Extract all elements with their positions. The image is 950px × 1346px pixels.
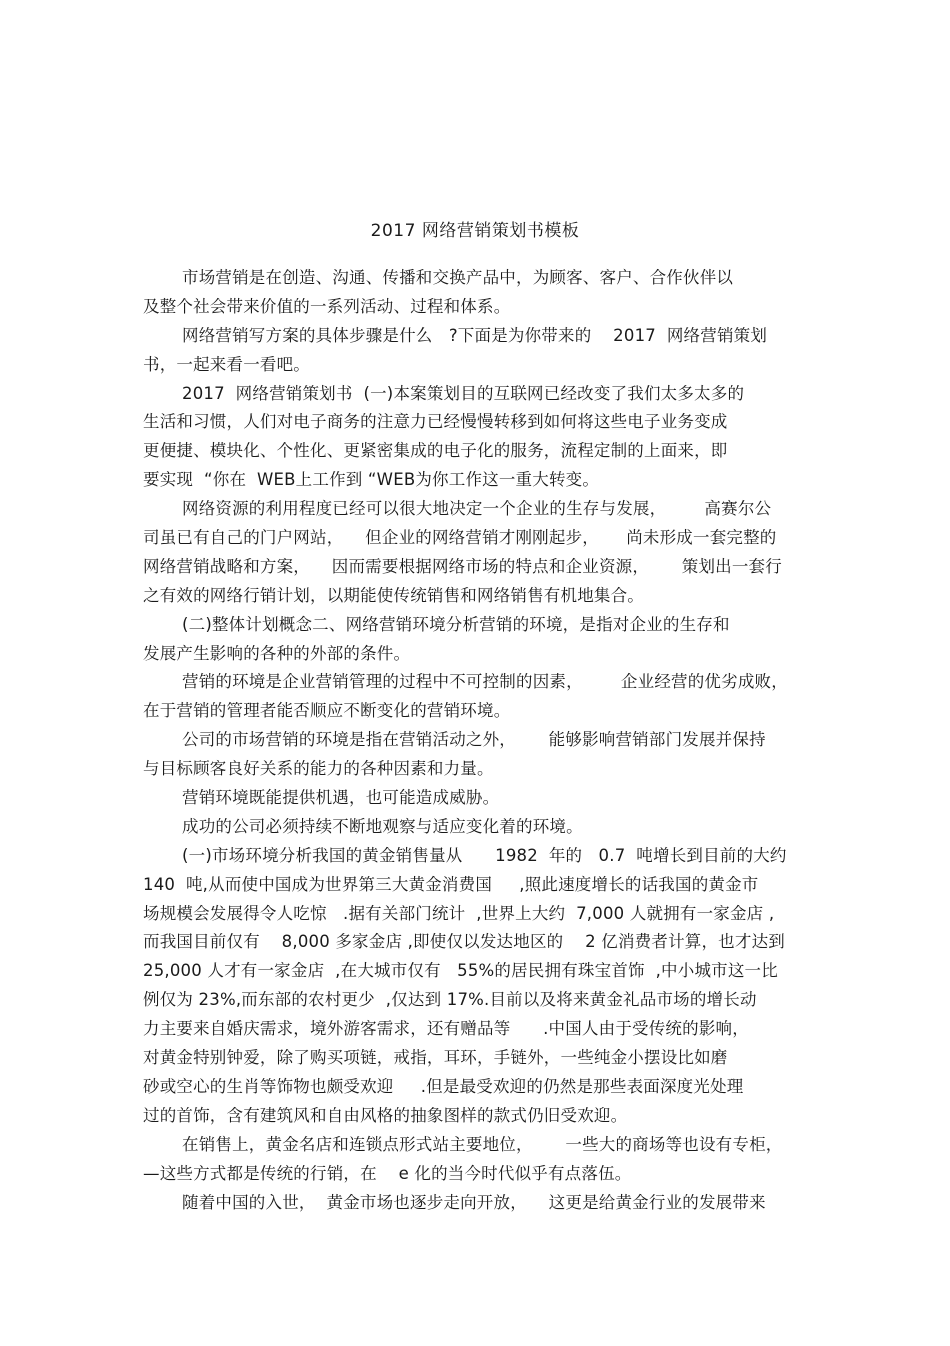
text-line: 网络营销写方案的具体步骤是什么 ?下面是为你带来的 2017 网络营销策划 [182, 325, 768, 345]
text-line: 场规模会发展得令人吃惊 .据有关部门统计 ,世界上大约 7,000 人就拥有一家金店 , [143, 903, 775, 923]
text-line: 要实现 “你在 WEB上工作到 “WEB为你工作这一重大转变。 [143, 470, 600, 490]
text-line: 25,000 人才有一家金店 ,在大城市仅有 55%的居民拥有珠宝首饰 ,中小城市这一比 [143, 961, 778, 981]
text-line: 砂或空心的生肖等饰物也颇受欢迎 .但是最受欢迎的仍然是那些表面深度光处理 [143, 1076, 744, 1096]
text-line: 司虽已有自己的门户网站， 但企业的网络营销才刚刚起步， 尚未形成一套完整的 [143, 528, 777, 548]
text-line: 市场营销是在创造、沟通、传播和交换产品中，为顾客、客户、合作伙伴以 [182, 268, 734, 287]
text-line: 对黄金特别钟爱，除了购买项链，戒指，耳环，手链外，一些纯金小摆设比如磨 [143, 1048, 728, 1068]
text-line: 公司的市场营销的环境是指在营销活动之外， 能够影响营销部门发展并保持 [182, 730, 766, 750]
document-title: 2017 网络营销策划书模板 [370, 221, 580, 241]
text-line: 发展产生影响的各种的外部的条件。 [143, 643, 411, 663]
document-body [143, 264, 823, 1217]
text-line: 与目标顾客良好关系的能力的各种因素和力量。 [143, 759, 494, 779]
text-line: —这些方式都是传统的行销，在 e 化的当今时代似乎有点落伍。 [143, 1163, 632, 1183]
text-line: 生活和习惯，人们对电子商务的注意力已经慢慢转移到如何将这些电子业务变成 [143, 412, 728, 432]
text-line: 随着中国的入世， 黄金市场也逐步走向开放， 这更是给黄金行业的发展带来 [182, 1192, 766, 1212]
text-line: 网络资源的利用程度已经可以很大地决定一个企业的生存与发展， 高赛尔公 [182, 499, 772, 519]
text-line: 而我国目前仅有 8,000 多家金店 ,即使仅以发达地区的 2 亿消费者计算，也才达到 [143, 932, 785, 952]
text-line: 之有效的网络行销计划，以期能使传统销售和网络销售有机地集合。 [143, 585, 644, 605]
text-line: (一)市场环境分析我国的黄金销售量从 1982 年的 0.7 吨增长到目前的大约 [182, 845, 787, 865]
text-line: 例仅为 23%,而东部的农村更少 ,仅达到 17%.目前以及将来黄金礼品市场的增长动 [143, 990, 757, 1010]
text-line: 更便捷、模块化、个性化、更紧密集成的电子化的服务，流程定制的上面来，即 [143, 441, 728, 461]
text-line: (二)整体计划概念二、网络营销环境分析营销的环境，是指对企业的生存和 [182, 614, 730, 634]
text-line: 网络营销战略和方案， 因而需要根据网络市场的特点和企业资源， 策划出一套行 [143, 556, 782, 576]
text-line: 2017 网络营销策划书 (一)本案策划目的互联网已经改变了我们太多太多的 [182, 383, 745, 403]
text-line: 140 吨,从而使中国成为世界第三大黄金消费国 ,照此速度增长的话我国的黄金市 [143, 874, 759, 894]
text-line: 力主要来自婚庆需求，境外游客需求，还有赠品等 .中国人由于受传统的影响， [143, 1019, 749, 1039]
text-line: 在于营销的管理者能否顺应不断变化的营销环境。 [143, 701, 511, 721]
text-line: 过的首饰，含有建筑风和自由风格的抽象图样的款式仍旧受欢迎。 [143, 1105, 628, 1125]
text-line: 书，一起来看一看吧。 [143, 354, 310, 374]
text-line: 及整个社会带来价值的一系列活动、过程和体系。 [143, 296, 511, 316]
text-line: 成功的公司必须持续不断地观察与适应变化着的环境。 [182, 816, 583, 836]
text-line: 营销的环境是企业营销管理的过程中不可控制的因素， 企业经营的优劣成败， [182, 672, 788, 692]
text-line: 在销售上，黄金名店和连锁点形式站主要地位， 一些大的商场等也设有专柜， [182, 1134, 783, 1154]
text-line: 营销环境既能提供机遇，也可能造成威胁。 [182, 788, 500, 808]
